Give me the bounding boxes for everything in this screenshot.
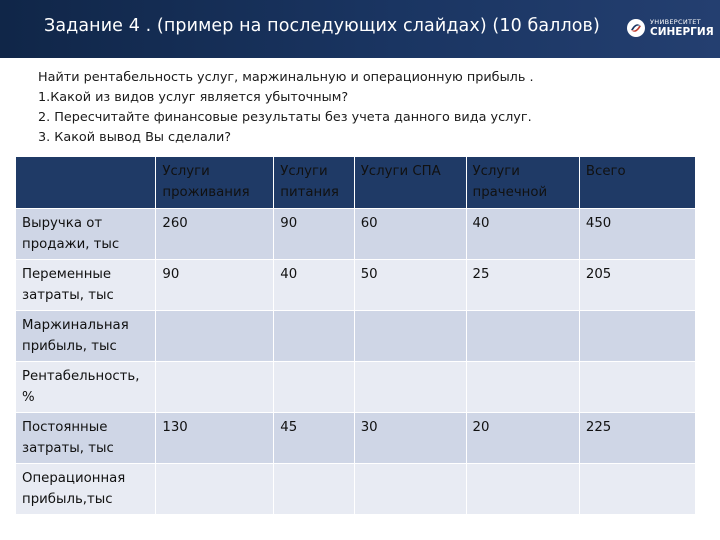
table-cell: 90 [156, 260, 274, 311]
table-cell: 90 [274, 209, 354, 260]
table-cell [274, 362, 354, 413]
table-cell [274, 464, 354, 515]
table-cell [466, 311, 579, 362]
row-label: Выручка от продажи, тыс [16, 209, 156, 260]
table-cell [156, 362, 274, 413]
row-label: Маржинальная прибыль, тыс [16, 311, 156, 362]
table-cell: 450 [579, 209, 695, 260]
table-cell: 60 [354, 209, 466, 260]
table-cell: 20 [466, 413, 579, 464]
header-cell: Услуги питания [274, 157, 354, 209]
task-text [38, 68, 534, 148]
table-row [16, 209, 696, 260]
table-cell [354, 362, 466, 413]
table-cell [579, 311, 695, 362]
table-cell [274, 311, 354, 362]
table-cell: 205 [579, 260, 695, 311]
table-row [16, 362, 696, 413]
header-cell: Услуги проживания [156, 157, 274, 209]
table-row [16, 413, 696, 464]
slide-title: Задание 4 . (пример на последующих слайдах) (10 баллов) [44, 16, 600, 36]
slide-header [0, 0, 720, 58]
table-cell [354, 464, 466, 515]
table-row [16, 311, 696, 362]
header-cell: Всего [579, 157, 695, 209]
task-line-4: 3. Какой вывод Вы сделали? [38, 130, 232, 145]
table-cell [354, 311, 466, 362]
table-cell: 130 [156, 413, 274, 464]
table-cell: 260 [156, 209, 274, 260]
table-header-row [16, 157, 696, 209]
table-cell [579, 464, 695, 515]
table-cell: 40 [466, 209, 579, 260]
task-line-1: Найти рентабельность услуг, маржинальную и операционную прибыль . [38, 70, 534, 85]
row-label: Операционная прибыль,тыс [16, 464, 156, 515]
table-cell [466, 464, 579, 515]
table-cell [156, 311, 274, 362]
table-cell [579, 362, 695, 413]
table-row [16, 260, 696, 311]
logo-text-university: УНИВЕРСИТЕТ [650, 18, 701, 26]
row-label: Постоянные затраты, тыс [16, 413, 156, 464]
task-line-3: 2. Пересчитайте финансовые результаты без учета данного вида услуг. [38, 110, 532, 125]
table-cell: 25 [466, 260, 579, 311]
synergy-logo-icon [626, 18, 646, 38]
header-cell: Услуги СПА [354, 157, 466, 209]
table-cell: 30 [354, 413, 466, 464]
table-cell: 225 [579, 413, 695, 464]
university-logo [626, 17, 714, 41]
task-line-2: 1.Какой из видов услуг является убыточным? [38, 90, 349, 105]
table-cell [466, 362, 579, 413]
logo-text-synergy: СИНЕРГИЯ [650, 26, 714, 38]
table-cell: 50 [354, 260, 466, 311]
header-cell [16, 157, 156, 209]
table-cell [156, 464, 274, 515]
table-cell: 45 [274, 413, 354, 464]
table-cell: 40 [274, 260, 354, 311]
header-cell: Услуги прачечной [466, 157, 579, 209]
row-label: Рентабельность, % [16, 362, 156, 413]
financial-table [15, 156, 696, 515]
table-row [16, 464, 696, 515]
row-label: Переменные затраты, тыс [16, 260, 156, 311]
